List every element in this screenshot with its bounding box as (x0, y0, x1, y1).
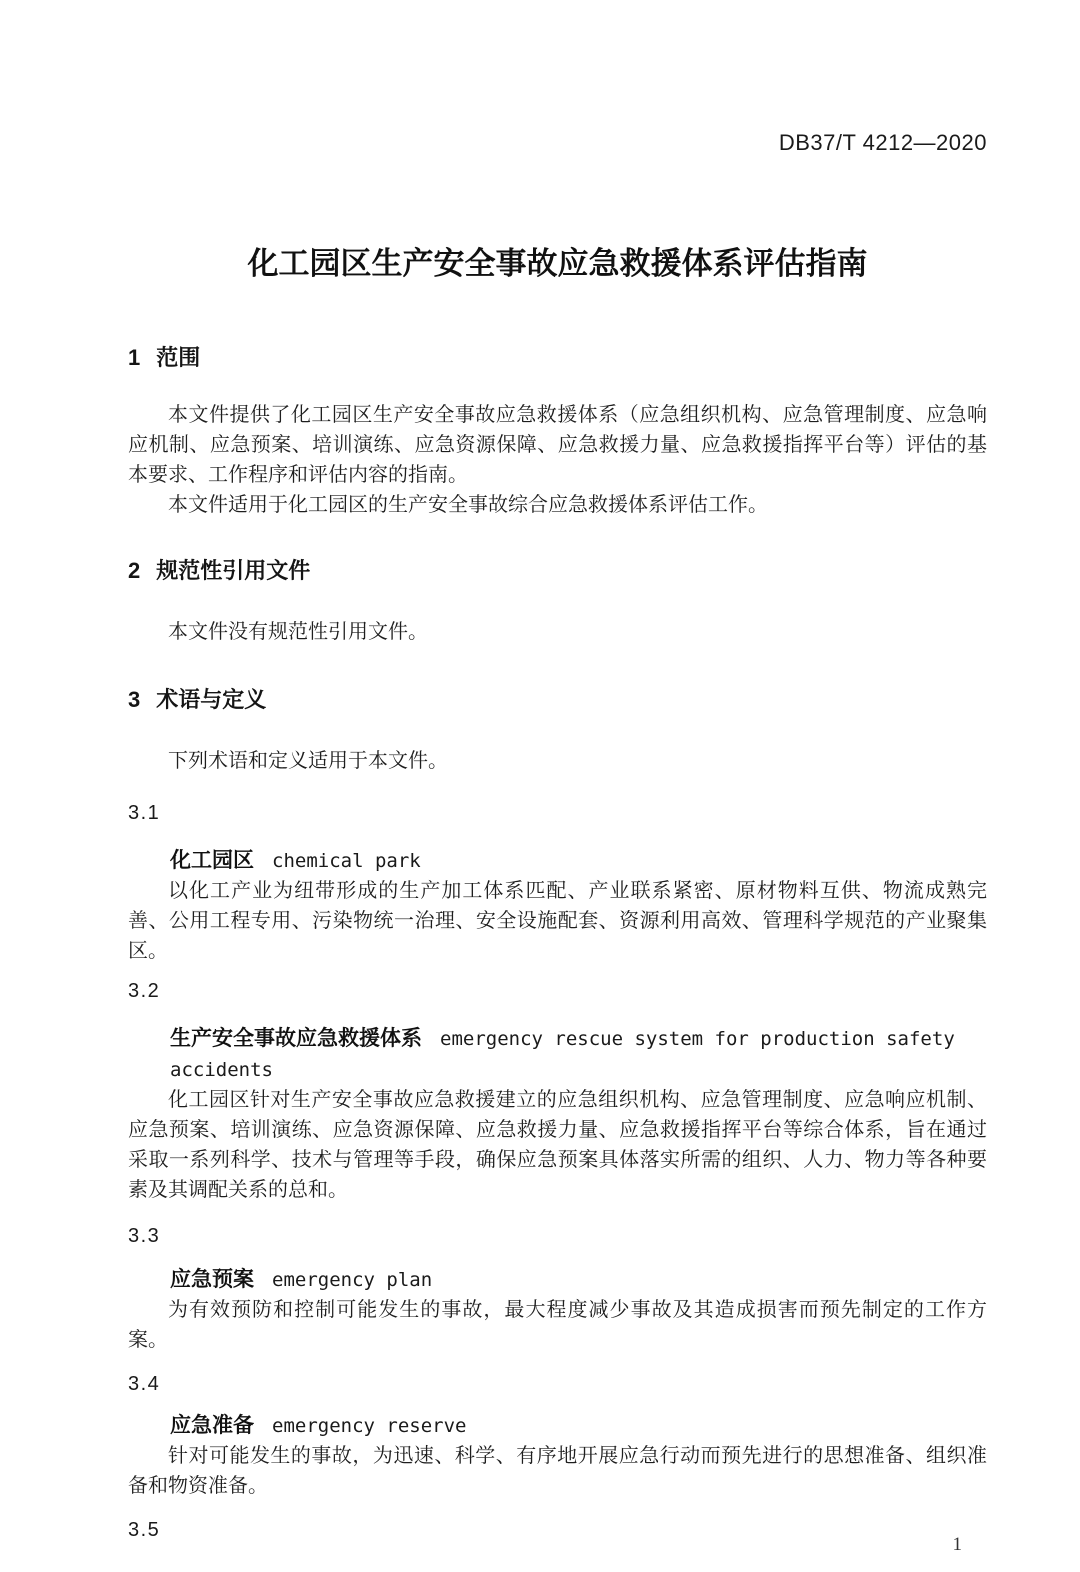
section-3-title: 术语与定义 (156, 687, 267, 712)
definition-3-1: 以化工产业为纽带形成的生产加工体系匹配、产业联系紧密、原材物料互供、物流成熟完善、公用工程专用、污染物统一治理、安全设施配套、资源利用高效、管理科学规范的产业聚集区。 (128, 880, 987, 962)
term-3-4-zh: 应急准备 (170, 1414, 254, 1437)
section-1-number: 1 (128, 345, 141, 370)
term-3-4-en: emergency reserve (272, 1415, 467, 1437)
definition-3-2: 化工园区针对生产安全事故应急救援建立的应急组织机构、应急管理制度、应急响应机制、应急预案、培训演练、应急资源保障、应急救援力量、应急救援指挥平台等综合体系，旨在通过采取一系列科学、技术与管理等手段，确保应急预案具体落实所需的组织、人力、物力等各种要素及其调配关系的总和。 (128, 1089, 987, 1201)
section-3-intro: 下列术语和定义适用于本文件。 (168, 750, 448, 772)
doc-code: DB37/T 4212—2020 (778, 130, 987, 155)
document-page (0, 130, 1080, 1572)
section-2-title: 规范性引用文件 (156, 558, 311, 583)
term-3-1-zh: 化工园区 (170, 849, 254, 872)
term-3-2-en: emergency rescue system for production safety accidents (170, 1028, 955, 1081)
term-3-1-en: chemical park (272, 850, 421, 872)
clause-3-5-number: 3.5 (128, 1519, 161, 1541)
definition-3-4: 针对可能发生的事故，为迅速、科学、有序地开展应急行动而预先进行的思想准备、组织准备和物资准备。 (128, 1445, 987, 1497)
section-1-title: 范围 (156, 345, 201, 370)
term-3-3 (128, 1264, 987, 1295)
section-2-paragraph-1: 本文件没有规范性引用文件。 (168, 621, 428, 643)
doc-title: 化工园区生产安全事故应急救援体系评估指南 (247, 246, 868, 281)
section-3-heading (128, 683, 987, 714)
section-1-paragraph-1: 本文件提供了化工园区生产安全事故应急救援体系（应急组织机构、应急管理制度、应急响应机制、应急预案、培训演练、应急资源保障、应急救援力量、应急救援指挥平台等）评估的基本要求、工作程序和评估内容的指南。 (128, 404, 987, 486)
term-3-4 (128, 1410, 987, 1441)
definition-3-3: 为有效预防和控制可能发生的事故，最大程度减少事故及其造成损害而预先制定的工作方案。 (128, 1299, 987, 1351)
page-number: 1 (952, 1534, 962, 1555)
term-3-1 (128, 845, 987, 876)
term-3-2 (128, 1023, 987, 1085)
term-3-3-zh: 应急预案 (170, 1268, 254, 1291)
section-1-paragraph-2: 本文件适用于化工园区的生产安全事故综合应急救援体系评估工作。 (168, 494, 768, 516)
clause-3-2-number: 3.2 (128, 980, 161, 1002)
clause-3-3-number: 3.3 (128, 1225, 161, 1247)
section-2-heading (128, 554, 987, 585)
term-3-3-en: emergency plan (272, 1269, 433, 1291)
clause-3-1-number: 3.1 (128, 802, 161, 824)
section-3-number: 3 (128, 687, 141, 712)
term-3-2-zh: 生产安全事故应急救援体系 (170, 1027, 422, 1050)
clause-3-4-number: 3.4 (128, 1373, 161, 1395)
section-2-number: 2 (128, 558, 141, 583)
section-1-heading (128, 341, 987, 372)
